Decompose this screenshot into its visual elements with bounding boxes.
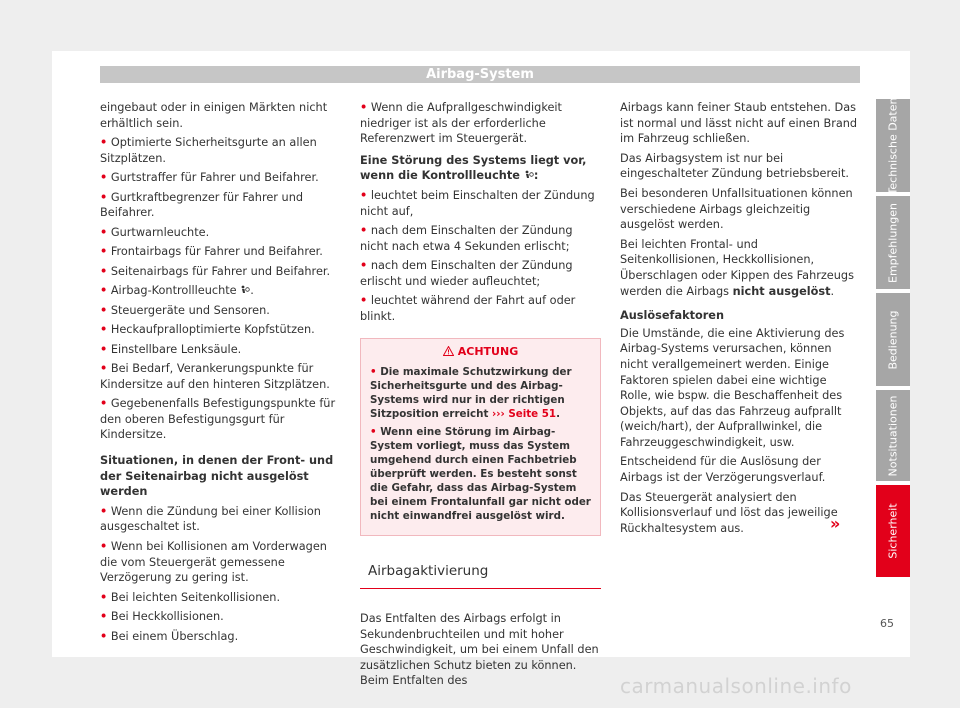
tab-bedienung[interactable]: Bedienung xyxy=(876,293,910,386)
list-item: • Optimierte Sicherheitsgurte an allen Sitzplätzen. xyxy=(100,136,317,165)
page-number: 65 xyxy=(880,617,894,630)
list-item: • Bei Heckkollisionen. xyxy=(100,610,224,624)
continue-arrow-icon: » xyxy=(830,514,841,533)
paragraph: Die Umstände, die eine Aktivierung des Airbag-Systems verursachen, können nicht verallgemeinert werden. Einige Faktoren spielen dabei eine wichtige Rolle, wie bspw. die Beschaffenheit des Objekts, auf das das Fahrzeug aufprallt (weich/hart), der Aufprallwinkel, die Fahrzeuggeschwindigkeit, usw. xyxy=(620,326,845,449)
section-heading: Situationen, in denen der Front- und der Seitenairbag nicht ausgelöst werden xyxy=(100,454,334,499)
list-item: • Einstellbare Lenksäule. xyxy=(100,342,242,356)
column-2 xyxy=(360,100,601,693)
list-item: • Gurtwarnleuchte. xyxy=(100,225,210,239)
list-item: • nach dem Einschalten der Zündung nicht nach etwa 4 Sekunden erlischt; xyxy=(360,224,573,253)
intro-text: eingebaut oder in einigen Märkten nicht erhältlich sein. xyxy=(100,101,328,130)
list-item: • Airbag-Kontrollleuchte . xyxy=(100,284,254,298)
page-header: Airbag-System xyxy=(100,66,860,83)
warning-item: • Wenn eine Störung im Airbag-System vorliegt, muss das System umgehend durch einen Fachbetrieb überprüft werden. Es besteht sonst die Gefahr, dass das Airbag-System bei einem Frontalunfall gar nicht oder nicht einwandfrei ausgelöst wird. xyxy=(370,426,591,523)
warning-box xyxy=(360,338,601,536)
paragraph: Bei besonderen Unfallsituationen können verschiedene Airbags gleichzeitig ausgelöst werden. xyxy=(620,186,853,232)
list-item: • Gurtkraftbegrenzer für Fahrer und Beifahrer. xyxy=(100,190,304,220)
watermark: carmanualsonline.info xyxy=(620,674,852,698)
chapter-tabs xyxy=(876,99,910,581)
warning-title: ACHTUNG xyxy=(370,345,591,359)
warning-triangle-icon xyxy=(443,346,454,356)
list-item: • Seitenairbags für Fahrer und Beifahrer. xyxy=(100,264,331,278)
list-item: • Wenn bei Kollisionen am Vorderwagen die vom Steuergerät gemessene Verzögerung zu gering ist. xyxy=(100,539,327,585)
list-item: • Wenn die Zündung bei einer Kollision ausgeschaltet ist. xyxy=(100,504,321,534)
list-item: • Gegebenenfalls Befestigungspunkte für den oberen Befestigungsgurt für Kindersitze. xyxy=(100,397,336,442)
airbag-warning-icon xyxy=(524,170,534,180)
equipment-list xyxy=(100,135,344,443)
page-reference-link[interactable]: ››› Seite 51 xyxy=(492,408,557,421)
non-deployment-list xyxy=(100,504,344,644)
tab-sicherheit[interactable]: Sicherheit xyxy=(876,485,910,577)
list-item: • Steuergeräte und Sensoren. xyxy=(100,303,270,317)
column-1 xyxy=(100,100,344,648)
paragraph: Entscheidend für die Auslösung der Airbags ist der Verzögerungsverlauf. xyxy=(620,455,826,485)
tab-notsituationen[interactable]: Notsituationen xyxy=(876,390,910,481)
list-item: • Bei Bedarf, Verankerungspunkte für Kindersitze auf den hinteren Sitzplätzen. xyxy=(100,362,330,391)
paragraph: Das Airbagsystem ist nur bei eingeschalteter Zündung betriebsbereit. xyxy=(620,151,849,181)
tab-empfehlungen[interactable]: Empfehlungen xyxy=(876,196,910,289)
column-3 xyxy=(620,100,860,540)
list-item: • Bei leichten Seitenkollisionen. xyxy=(100,590,281,604)
tab-technische-daten[interactable]: Technische Daten xyxy=(876,99,910,192)
paragraph: Das Steuergerät analysiert den Kollisionsverlauf und löst das jeweilige Rückhaltesystem aus. xyxy=(620,490,838,535)
list-item: • Frontairbags für Fahrer und Beifahrer. xyxy=(100,245,323,259)
section-heading: Auslösefaktoren xyxy=(620,309,725,323)
list-item: • leuchtet beim Einschalten der Zündung nicht auf, xyxy=(360,188,595,218)
list-item: • Bei einem Überschlag. xyxy=(100,629,239,643)
list-item: • Gurtstraffer für Fahrer und Beifahrer. xyxy=(100,171,319,185)
section-heading: Eine Störung des Systems liegt vor, wenn die Kontrollleuchte : xyxy=(360,153,587,183)
list-item: • leuchtet während der Fahrt auf oder blinkt. xyxy=(360,294,576,323)
airbag-warning-icon xyxy=(240,285,250,295)
paragraph: Das Entfalten des Airbags erfolgt in Sekundenbruchteilen und mit hoher Geschwindigkeit, um bei einem Unfall den zusätzlichen Schutz bieten zu können. Beim Entfalten des xyxy=(360,611,599,688)
paragraph: Bei leichten Frontal- und Seitenkollisionen, Heckkollisionen, Überschlagen oder Kippen des Fahrzeugs werden die Airbags nicht ausgelöst. xyxy=(620,237,854,298)
warning-item: • Die maximale Schutzwirkung der Sicherheitsgurte und des Airbag-Systems wird nur in der richtigen Sitzposition erreicht ››› Seite 51. xyxy=(370,366,572,421)
paragraph: Airbags kann feiner Staub entstehen. Das ist normal und lässt nicht auf einen Brand im Fahrzeug schließen. xyxy=(620,101,858,146)
list-item: • nach dem Einschalten der Zündung erlischt und wieder aufleuchtet; xyxy=(360,259,573,288)
list-item: • Wenn die Aufprallgeschwindigkeit niedriger ist als der erforderliche Referenzwert im Steuergerät. xyxy=(360,101,562,146)
section-title: Airbagaktivierung xyxy=(360,556,601,589)
list-item: • Heckaufpralloptimierte Kopfstützen. xyxy=(100,323,315,337)
